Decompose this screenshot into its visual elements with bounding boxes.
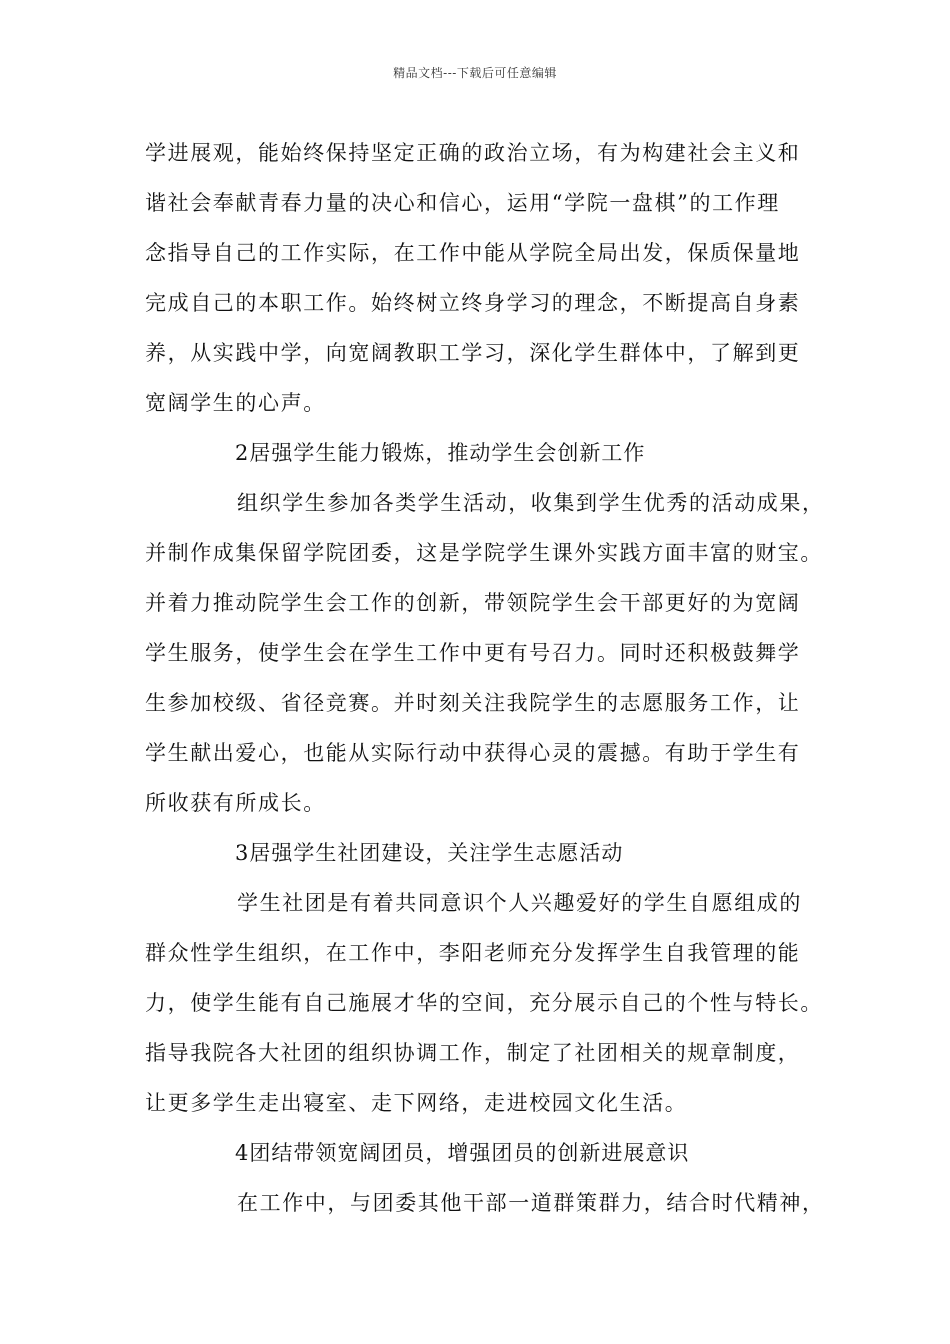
body-line: 群众性学生组织，在工作中，李阳老师充分发挥学生自我管理的能 [145,941,801,965]
body-line: 力，使学生能有自己施展才华的空间，充分展示自己的个性与特长。 [145,991,823,1015]
body-line: 让更多学生走出寝室、走下网络，走进校园文化生活。 [145,1091,688,1115]
body-line: 谐社会奉献青春力量的决心和信心，运用“学院一盘棋”的工作理 [145,191,780,215]
body-line: 指导我院各大社团的组织协调工作，制定了社团相关的规章制度， [145,1041,801,1065]
body-line: 并着力推动院学生会工作的创新，带领院学生会干部更好的为宽阔 [145,591,801,615]
body-line: 学进展观，能始终保持坚定正确的政治立场，有为构建社会主义和 [145,141,801,165]
body-line: 念指导自己的工作实际，在工作中能从学院全局出发，保质保量地 [145,241,801,265]
paragraph-first-line: 组织学生参加各类学生活动，收集到学生优秀的活动成果， [237,491,825,515]
document-body [145,128,835,1228]
body-line: 学生服务，使学生会在学生工作中更有号召力。同时还积极鼓舞学 [145,641,801,665]
body-line: 所收获有所成长。 [145,791,326,815]
section-heading-4: 4团结带领宽阔团员，增强团员的创新进展意识 [235,1141,690,1165]
body-line: 学生献出爱心，也能从实际行动中获得心灵的震撼。有助于学生有 [145,741,801,765]
paragraph-first-line: 学生社团是有着共同意识个人兴趣爱好的学生自愿组成的 [237,891,802,915]
body-line: 并制作成集保留学院团委，这是学院学生课外实践方面丰富的财宝。 [145,541,823,565]
paragraph-first-line: 在工作中，与团委其他干部一道群策群力，结合时代精神， [237,1191,825,1215]
page-header: 精品文档---下载后可任意编辑 [393,66,557,80]
section-heading-2: 2居强学生能力锻炼，推动学生会创新工作 [235,441,646,465]
body-line: 生参加校级、省径竞赛。并时刻关注我院学生的志愿服务工作，让 [145,691,801,715]
body-line: 完成自己的本职工作。始终树立终身学习的理念，不断提高自身素 [145,291,801,315]
body-line: 宽阔学生的心声。 [145,391,326,415]
body-line: 养，从实践中学，向宽阔教职工学习，深化学生群体中，了解到更 [145,341,801,365]
section-heading-3: 3居强学生社团建设，关注学生志愿活动 [235,841,624,865]
